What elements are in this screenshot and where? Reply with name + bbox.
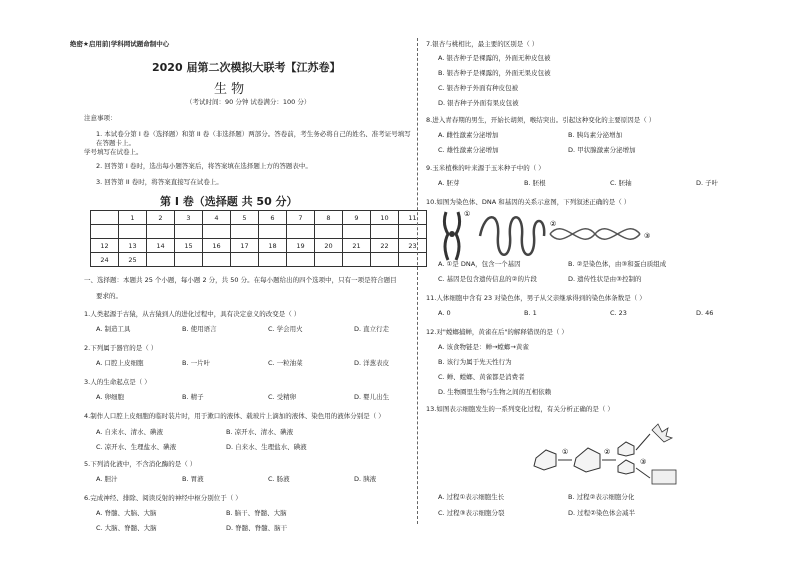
grid-cell: 23 xyxy=(399,239,427,253)
option-d[interactable]: D. 自来水、生理盐水、碘液 xyxy=(226,443,307,451)
grid-cell: 12 xyxy=(91,239,119,253)
option-c[interactable]: C. 受精卵 xyxy=(268,393,297,401)
cell-3b xyxy=(618,460,634,474)
grid-cell: 2 xyxy=(147,211,175,225)
option-a[interactable]: A. 自来水、清水、碘液 xyxy=(96,428,163,436)
option-d[interactable]: D. 银杏种子外面有果皮包被 xyxy=(438,99,519,107)
grid-cell[interactable] xyxy=(371,253,399,267)
question-stem: 5.下列消化液中，不含消化酶的是（ ） xyxy=(84,460,197,468)
grid-cell[interactable] xyxy=(371,225,399,239)
grid-cell: 19 xyxy=(287,239,315,253)
dna-helix xyxy=(550,229,640,239)
option-c[interactable]: C. 基因是包含遗传信息的②的片段 xyxy=(438,275,537,283)
column-divider xyxy=(417,38,418,524)
option-b[interactable]: B. 一片叶 xyxy=(182,359,211,367)
note-3: 3. 回答第 II 卷时，将答案直接写在试卷上。 xyxy=(96,178,223,186)
cell-3a xyxy=(618,442,634,456)
grid-cell: 14 xyxy=(147,239,175,253)
option-d[interactable]: D. 遗传性状是由③控制的 xyxy=(568,275,642,283)
section1-title: 第 I 卷（选择题 共 50 分） xyxy=(160,195,298,208)
grid-cell: 15 xyxy=(175,239,203,253)
answer-grid xyxy=(90,210,427,267)
option-c[interactable]: C. 大脑、脊髓、大脑 xyxy=(96,524,157,532)
cell-1 xyxy=(534,450,556,470)
question-stem: 11.人体细胞中含有 23 对染色体，男子从父亲继承得到的染色体条数是（ ） xyxy=(426,294,646,302)
fig10-label-3: ③ xyxy=(644,232,651,240)
arrow-3a xyxy=(636,434,650,450)
grid-cell[interactable] xyxy=(231,225,259,239)
option-c[interactable]: C. 一粒油菜 xyxy=(268,359,303,367)
grid-cell[interactable] xyxy=(203,253,231,267)
grid-cell[interactable] xyxy=(203,225,231,239)
question-stem: 2.下列属于器官的是（ ） xyxy=(84,344,158,352)
grid-cell: 1 xyxy=(119,211,147,225)
option-a[interactable]: A. ①是 DNA，包含一个基因 xyxy=(438,260,521,268)
grid-cell: 24 xyxy=(91,253,119,267)
option-c[interactable]: C. 银杏种子外面有种皮包被 xyxy=(438,84,519,92)
option-a[interactable]: A. 该食物链是：蝉→螳螂→黄雀 xyxy=(438,343,529,351)
option-a[interactable]: A. 银杏种子是裸露的，外面无种皮包被 xyxy=(438,54,551,62)
note-2: 2. 回答第 I 卷时，选出每小题答案后，将答案填在选择题上方的答题表中。 xyxy=(96,162,312,170)
grid-cell: 8 xyxy=(315,211,343,225)
option-b[interactable]: B. 1 xyxy=(524,309,537,317)
question-stem: 13.如图表示细胞发生的一系列变化过程，有关分析正确的是（ ） xyxy=(426,405,614,413)
grid-cell[interactable] xyxy=(287,225,315,239)
grid-cell: 22 xyxy=(371,239,399,253)
grid-cell: 25 xyxy=(119,253,147,267)
option-b[interactable]: B. 凉开水、清水、碘液 xyxy=(226,428,294,436)
grid-cell: 21 xyxy=(343,239,371,253)
question-stem: 10.如图为染色体、DNA 和基因的关系示意图，下列叙述正确的是（ ） xyxy=(426,198,631,206)
grid-cell[interactable] xyxy=(315,253,343,267)
option-b[interactable]: B. 胃液 xyxy=(182,475,204,483)
option-d[interactable]: D. 甲状腺激素分泌增加 xyxy=(568,146,636,154)
grid-cell: 13 xyxy=(119,239,147,253)
option-d[interactable]: D. 洋葱表皮 xyxy=(354,359,390,367)
option-a[interactable]: A. 脊髓、大脑、大脑 xyxy=(96,509,157,517)
grid-cell: 18 xyxy=(259,239,287,253)
option-c[interactable]: C. 胚轴 xyxy=(610,179,632,187)
exam-meta: （考试时间：90 分钟 试卷满分：100 分） xyxy=(186,98,311,106)
option-b[interactable]: B. 胰岛素分泌增加 xyxy=(568,131,623,139)
option-b[interactable]: B. 精子 xyxy=(182,393,204,401)
grid-cell: 6 xyxy=(259,211,287,225)
grid-cell: 20 xyxy=(315,239,343,253)
grid-cell[interactable] xyxy=(119,225,147,239)
option-d[interactable]: D. 胰液 xyxy=(354,475,377,483)
arrow-3b xyxy=(636,468,650,478)
note-1: 1. 本试卷分第 I 卷（选择题）和第 II 卷（非选择题）两部分。答卷前，考生务必将自己的姓名、准考证号填写在答题卡上。 xyxy=(96,130,411,147)
option-c[interactable]: C. 23 xyxy=(610,309,627,317)
exam-title: 2020 届第二次模拟大联考【江苏卷】 xyxy=(152,61,341,74)
option-d[interactable]: D. 脊髓、脊髓、脑干 xyxy=(226,524,288,532)
grid-cell: 5 xyxy=(231,211,259,225)
option-c[interactable]: C. 过程③表示细胞分裂 xyxy=(438,509,505,517)
option-d[interactable]: D. 子叶 xyxy=(696,179,719,187)
grid-cell: 11 xyxy=(399,211,427,225)
cell-process-figure xyxy=(530,420,680,490)
option-b[interactable]: B. 胚根 xyxy=(524,179,546,187)
grid-cell[interactable] xyxy=(259,253,287,267)
option-a[interactable]: A. 0 xyxy=(438,309,451,317)
question-stem: 6.完成神经、排除、阅读反射的神经中枢分别位于（ ） xyxy=(84,494,242,502)
fig13-label-1: ① xyxy=(562,448,569,456)
grid-cell[interactable] xyxy=(147,253,175,267)
option-d[interactable]: D. 直立行走 xyxy=(354,325,390,333)
option-c[interactable]: C. 凉开水、生理盐水、碘液 xyxy=(96,443,177,451)
fig13-label-3: ③ xyxy=(640,458,647,466)
option-a[interactable]: A. 胚芽 xyxy=(438,179,460,187)
cell-2 xyxy=(574,448,600,472)
question-stem: 7.银杏与桃相比，最主要的区别是（ ） xyxy=(426,40,539,48)
option-a[interactable]: A. 制造工具 xyxy=(96,325,131,333)
neuron-cell xyxy=(652,424,672,442)
option-d[interactable]: D. 生物圈里生物与生物之间的互相依赖 xyxy=(438,388,552,396)
option-a[interactable]: A. 雌性激素分泌增加 xyxy=(438,131,499,139)
grid-cell: 4 xyxy=(203,211,231,225)
fig10-label-1: ① xyxy=(464,210,471,218)
muscle-tissue xyxy=(652,470,676,484)
option-d[interactable]: D. 46 xyxy=(696,309,714,317)
grid-cell[interactable] xyxy=(315,225,343,239)
chromosome-shape xyxy=(444,212,459,260)
grid-cell: 3 xyxy=(175,211,203,225)
option-a[interactable]: A. 卵细胞 xyxy=(96,393,124,401)
section1-intro-line1: 一、选择题：本题共 25 个小题，每小题 2 分，共 50 分。在每小题给出的四个选项中，只有一项是符合题目 xyxy=(84,276,397,284)
grid-cell[interactable] xyxy=(231,253,259,267)
grid-cell[interactable] xyxy=(175,225,203,239)
option-a[interactable]: A. 口腔上皮细胞 xyxy=(96,359,144,367)
grid-cell: 7 xyxy=(287,211,315,225)
subject-title: 生 物 xyxy=(214,82,245,97)
option-b[interactable]: B. 过程②表示细胞分化 xyxy=(568,493,635,501)
option-a[interactable]: A. 胆汁 xyxy=(96,475,118,483)
grid-cell[interactable] xyxy=(399,225,427,239)
option-a[interactable]: A. 过程①表示细胞生长 xyxy=(438,493,505,501)
chromosome-dna-figure xyxy=(440,206,690,264)
question-stem: 9.玉米植株的叶来源于玉米种子中的（ ） xyxy=(426,164,545,172)
grid-cell xyxy=(91,225,119,239)
grid-cell[interactable] xyxy=(343,225,371,239)
grid-cell: 17 xyxy=(231,239,259,253)
dna-coil xyxy=(480,217,544,255)
fig13-label-2: ② xyxy=(604,448,611,456)
grid-cell[interactable] xyxy=(175,253,203,267)
question-stem: 4.制作人口腔上皮细胞的临时装片时，用于漱口的液体、载玻片上滴加的液体、染色用的液体分别是（ ） xyxy=(84,412,385,420)
option-d[interactable]: D. 过程②染色体会减半 xyxy=(568,509,635,517)
option-c[interactable]: C. 肠液 xyxy=(268,475,290,483)
fig10-label-2: ② xyxy=(550,220,557,228)
option-b[interactable]: B. ②是染色体，由③和蛋白质组成 xyxy=(568,260,667,268)
question-stem: 12.对"螳螂捕蝉，黄雀在后"的解释错误的是（ ） xyxy=(426,328,568,336)
question-stem: 8.进入青春期的男生，开始长胡须，喉结突出。引起这种变化的主要原因是（ ） xyxy=(426,116,656,124)
option-c[interactable]: C. 学会用火 xyxy=(268,325,303,333)
grid-cell[interactable] xyxy=(259,225,287,239)
option-c[interactable]: C. 雄性激素分泌增加 xyxy=(438,146,499,154)
question-stem: 3.人的生命起点是（ ） xyxy=(84,378,151,386)
notes-heading: 注意事项： xyxy=(84,114,117,122)
option-c[interactable]: C. 蝉、螳螂、黄雀都是消费者 xyxy=(438,373,525,381)
option-b[interactable]: B. 银杏种子是裸露的，外面无果皮包被 xyxy=(438,69,551,77)
grid-cell[interactable] xyxy=(147,225,175,239)
note-1b: 学号填写在试卷上。 xyxy=(84,148,143,156)
grid-cell xyxy=(91,211,119,225)
grid-cell: 10 xyxy=(371,211,399,225)
secret-label: 绝密★启用前|学科网试题命制中心 xyxy=(70,40,170,48)
grid-cell: 16 xyxy=(203,239,231,253)
grid-cell: 9 xyxy=(343,211,371,225)
grid-cell[interactable] xyxy=(287,253,315,267)
section1-intro-line2: 要求的。 xyxy=(96,292,122,300)
option-b[interactable]: B. 该行为属于先天性行为 xyxy=(438,358,512,366)
option-d[interactable]: D. 婴儿出生 xyxy=(354,393,390,401)
option-b[interactable]: B. 脑干、脊髓、大脑 xyxy=(226,509,287,517)
question-stem: 1.人类起源于古猿，从古猿到人的进化过程中，具有决定意义的改变是（ ） xyxy=(84,310,301,318)
grid-cell[interactable] xyxy=(343,253,371,267)
grid-cell[interactable] xyxy=(399,253,427,267)
option-b[interactable]: B. 使用语言 xyxy=(182,325,217,333)
